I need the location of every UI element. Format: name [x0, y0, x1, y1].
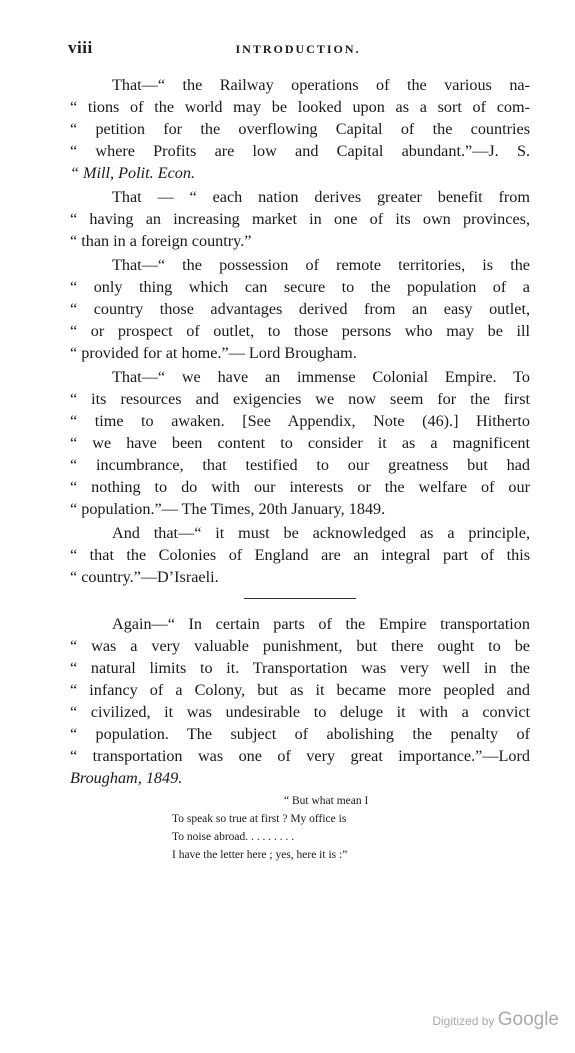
text-line: “ its resources and exigencies we now seem for the first [70, 390, 530, 408]
text-line: “ transportation was one of very great importance.”—Lord [70, 747, 530, 765]
text-line: That—“ the possession of remote territories, is the [112, 256, 530, 274]
text-line: Brougham, 1849. [70, 769, 183, 787]
text-line: “ provided for at home.”— Lord Brougham. [70, 344, 357, 362]
verse-quotation [172, 792, 368, 864]
text-line: “ country.”—D’Israeli. [70, 568, 219, 586]
section-divider [244, 598, 356, 599]
page-header [68, 38, 528, 60]
paragraph-brougham [70, 254, 530, 364]
text-line: And that—“ it must be acknowledged as a principle, [112, 524, 530, 542]
text-line: “ infancy of a Colony, but as it became more peopled and [70, 681, 530, 699]
paragraph-mill [70, 74, 530, 184]
body-text [70, 74, 530, 789]
text-line: That—“ the Railway operations of the various na- [112, 76, 530, 94]
text-line: “ natural limits to it. Transportation was very well in the [70, 659, 530, 677]
text-line: That—“ we have an immense Colonial Empire. To [112, 368, 530, 386]
text-line: “ nothing to do with our interests or the welfare of our [70, 478, 530, 496]
verse-line: To speak so true at first ? My office is [172, 813, 347, 825]
text-line: “ Mill, Polit. Econ. [70, 164, 195, 182]
watermark-prefix: Digitized by [432, 1014, 495, 1028]
verse-line: I have the letter here ; yes, here it is :” [172, 849, 348, 861]
text-line: “ or prospect of outlet, to those persons who may be ill [70, 322, 530, 340]
text-line: “ than in a foreign country.” [70, 232, 252, 250]
paragraph-disraeli [70, 522, 530, 588]
text-line: “ incumbrance, that testified to our greatness but had [70, 456, 530, 474]
paragraph-nation [70, 186, 530, 252]
text-line: “ was a very valuable punishment, but there ought to be [70, 637, 530, 655]
google-logo: Google [497, 1009, 559, 1030]
text-line: “ having an increasing market in one of its own provinces, [70, 210, 530, 228]
text-line: “ we have been content to consider it as a magnificent [70, 434, 530, 452]
text-line: Again—“ In certain parts of the Empire transportation [112, 615, 530, 633]
paragraph-times [70, 366, 530, 520]
text-line: “ tions of the world may be looked upon as a sort of com- [70, 98, 530, 116]
page-number: viii [68, 38, 93, 57]
digitized-watermark [432, 1009, 559, 1031]
paragraph-transportation [70, 613, 530, 789]
verse-line: “ But what mean I [284, 795, 369, 807]
text-line: “ petition for the overflowing Capital of the countries [70, 120, 530, 138]
text-line: That — “ each nation derives greater benefit from [112, 188, 530, 206]
text-line: “ civilized, it was undesirable to deluge it with a convict [70, 703, 530, 721]
text-line: “ only thing which can secure to the population of a [70, 278, 530, 296]
text-line: “ time to awaken. [See Appendix, Note (46).] Hitherto [70, 412, 530, 430]
text-line: “ that the Colonies of England are an integral part of this [70, 546, 530, 564]
text-line: “ country those advantages derived from an easy outlet, [70, 300, 530, 318]
text-line: “ where Profits are low and Capital abundant.”—J. S. [70, 142, 530, 160]
text-line: “ population.”— The Times, 20th January, 1849. [70, 500, 386, 518]
verse-line: To noise abroad. . . . . . . . . [172, 831, 295, 843]
running-head: INTRODUCTION. [235, 42, 361, 56]
text-line: “ population. The subject of abolishing the penalty of [70, 725, 530, 743]
